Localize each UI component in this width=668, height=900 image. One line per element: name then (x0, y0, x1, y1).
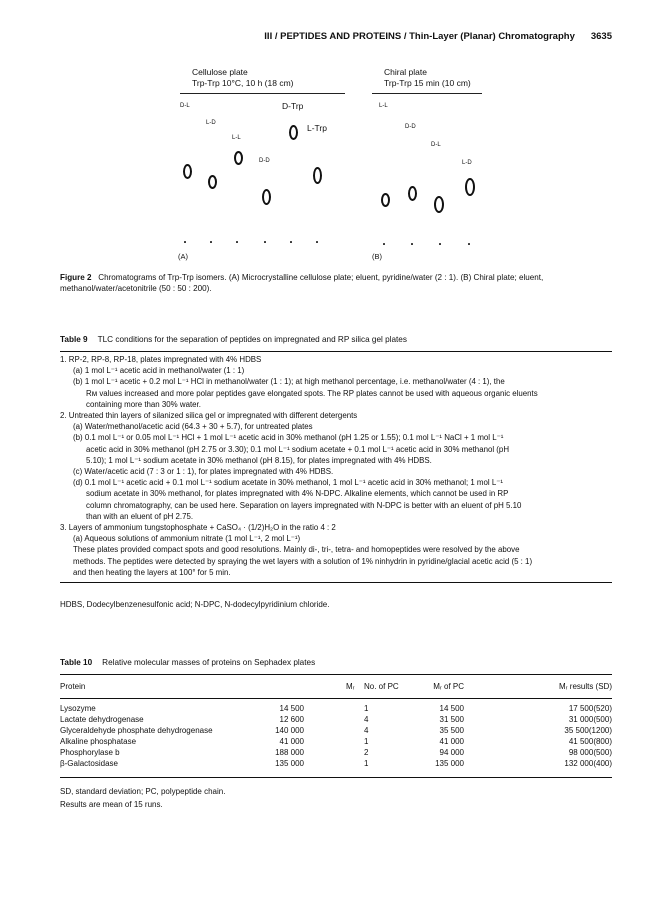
table-9-line: (b) 0.1 mol L⁻¹ or 0.05 mol L⁻¹ HCl + 1 mol L⁻¹ acetic acid in 30% methanol (pH 1.25 or 1.55); 0.1 mol L⁻¹ NaCl + 1 mol L⁻¹ (73, 433, 504, 443)
table-9-title (60, 335, 407, 344)
origin-dot (184, 241, 186, 243)
col-header-mr: Mᵣ (346, 682, 355, 691)
origin-dot (411, 243, 413, 245)
table-row (60, 759, 612, 770)
figure-caption (60, 272, 612, 295)
table-9-line: (c) Water/acetic acid (7 : 3 or 1 : 1), for plates impregnated with 4% HDBS. (73, 467, 334, 477)
cell-mr-of-pc: 14 500 (439, 704, 464, 713)
panel-b-label: (B) (372, 252, 382, 261)
cell-mr-results: 31 000(500) (568, 715, 612, 724)
spot-a2 (208, 175, 217, 189)
cell-protein: Glyceraldehyde phosphate dehydrogenase (60, 726, 213, 735)
figure-left-header-line: Trp-Trp 10°C, 10 h (18 cm) (192, 78, 294, 88)
table-9-line: (a) Aqueous solutions of ammonium nitrate (1 mol L⁻¹, 2 mol L⁻¹) (73, 534, 301, 544)
table-9-line: 3. Layers of ammonium tungstophosphate + CaSO₄ · (1/2)H₂O in the ratio 4 : 2 (60, 523, 336, 533)
spot-b4 (465, 178, 475, 196)
table-9-line: (d) 0.1 mol L⁻¹ acetic acid + 0.1 mol L⁻¹ sodium acetate in 30% methanol, 1 mol L⁻¹ acetic acid in 30% methanol; 1 mol L⁻¹ (73, 478, 504, 488)
table-9-label: Table 9 (60, 335, 88, 344)
table-10-top-rule (60, 674, 612, 675)
table-9-line: methods. The peptides were detected by spraying the wet layers with a solution of 1% ninhydrin in pyridine/glacial acetic acid (5 : 1) (73, 556, 533, 566)
origin-dot (210, 241, 212, 243)
table-9-line: (b) 1 mol L⁻¹ acetic + 0.2 mol L⁻¹ HCl in methanol/water (1 : 1); at high methanol percentage, i.e. methanol/water (4 : 1), the (73, 377, 505, 387)
cell-mr-results: 35 500(1200) (564, 726, 612, 735)
table-9-top-rule (60, 351, 612, 352)
table-10-title-text: Relative molecular masses of proteins on Sephadex plates (102, 658, 316, 667)
table-9-line: column chromatography, can be used here. Separation on layers impregnated with N-DPC is better with an eluent of pH 5.10 (86, 500, 522, 510)
figure-left-rule (180, 93, 345, 94)
cell-mr: 12 600 (279, 715, 304, 724)
table-row (60, 748, 612, 759)
table-9-line: 5.10); 1 mol L⁻¹ sodium acetate in 30% methanol (pH 8.15), for plates impregnated with 4% HDBS. (86, 455, 432, 465)
table-10-footnote: Results are mean of 15 runs. (60, 800, 163, 809)
table-row (60, 737, 612, 748)
table-9-line: 2. Untreated thin layers of silanized silica gel or impregnated with different detergents (60, 411, 358, 421)
cell-mr: 14 500 (279, 704, 304, 713)
figure-right-header (384, 67, 471, 89)
origin-dot (290, 241, 292, 243)
panel-a-label: (A) (178, 252, 188, 261)
label-l-trp: L-Trp (307, 123, 327, 133)
label-dd: D-D (259, 158, 270, 164)
cell-mr-results: 132 000(400) (564, 759, 612, 768)
table-9-line: 1. RP-2, RP-8, RP-18, plates impregnated with 4% HDBS (60, 355, 262, 364)
cell-mr-of-pc: 31 500 (439, 715, 464, 724)
cell-no-of-pc: 2 (364, 748, 369, 757)
table-9-line: These plates provided compact spots and good resolutions. Mainly di-, tri-, tetra- and homopeptides were resolved by the above (73, 545, 520, 555)
table-10-header-rule (60, 698, 612, 699)
spot-a4 (262, 189, 271, 205)
cell-mr: 41 000 (279, 737, 304, 746)
label-dd-b: D-D (405, 124, 416, 130)
table-9-footnote: HDBS, Dodecylbenzenesulfonic acid; N-DPC, N-dodecylpyridinium chloride. (60, 600, 330, 609)
cell-protein: Lactate dehydrogenase (60, 715, 144, 724)
table-9-line: sodium acetate in 30% methanol, for plates impregnated with 4% N-DPC. Alkaline elements, which cannot be used in RP (86, 489, 509, 499)
origin-dot (316, 241, 318, 243)
spot-a6 (313, 167, 322, 184)
table-9-title-text: TLC conditions for the separation of peptides on impregnated and RP silica gel plates (97, 335, 407, 344)
table-row (60, 726, 612, 737)
running-head-title: III / PEPTIDES AND PROTEINS / Thin-Layer (Planar) Chromatography (264, 31, 575, 42)
table-9-bottom-rule (60, 582, 612, 583)
page-number: 3635 (590, 31, 612, 42)
label-dl: D-L (180, 103, 190, 109)
spot-a5 (289, 125, 298, 140)
cell-mr-results: 98 000(500) (568, 748, 612, 757)
spot-b1 (381, 193, 390, 207)
table-9-line: containing more than 30% water. (86, 399, 201, 409)
table-row (60, 704, 612, 715)
spot-a1 (183, 164, 192, 179)
label-ld: L-D (206, 120, 216, 126)
col-header-protein: Protein (60, 682, 86, 691)
table-row (60, 715, 612, 726)
col-header-no-of-pc: No. of PC (364, 682, 399, 691)
figure-right-rule (372, 93, 482, 94)
table-9-line: and then heating the layers at 100° for 5 min. (73, 567, 231, 577)
table-10-title (60, 658, 315, 667)
label-ll: L-L (232, 135, 241, 141)
origin-dot (236, 241, 238, 243)
label-dl-b: D-L (431, 142, 441, 148)
figure-right-header-line: Trp-Trp 15 min (10 cm) (384, 78, 471, 88)
cell-mr: 188 000 (275, 748, 304, 757)
cell-no-of-pc: 4 (364, 715, 369, 724)
table-10-bottom-rule (60, 777, 612, 778)
col-header-mr-of-pc: Mᵣ of PC (433, 682, 464, 691)
cell-protein: β-Galactosidase (60, 759, 118, 768)
cell-protein: Phosphorylase b (60, 748, 120, 757)
figure-left-header-line: Cellulose plate (192, 67, 248, 77)
table-10-header-row (60, 682, 612, 693)
spot-b3 (434, 196, 444, 213)
cell-no-of-pc: 1 (364, 759, 369, 768)
table-9-line: Rᴍ values increased and more polar peptides gave elongated spots. The RP plates cannot be used with aqueous organic eluents (86, 388, 538, 398)
spot-b2 (408, 186, 417, 201)
cell-mr-results: 41 500(800) (568, 737, 612, 746)
cell-no-of-pc: 4 (364, 726, 369, 735)
origin-dot (468, 243, 470, 245)
cell-mr: 140 000 (275, 726, 304, 735)
cell-protein: Alkaline phosphatase (60, 737, 137, 746)
figure-caption-text: Chromatograms of Trp-Trp isomers. (A) Microcrystalline cellulose plate; eluent, pyridine/water (2 : 1). (B) Chiral plate; eluent, methanol/water/acetonitrile (50 : 50 : 200). (60, 273, 544, 294)
label-d-trp: D-Trp (282, 101, 304, 111)
origin-dot (439, 243, 441, 245)
figure-left-header (192, 67, 294, 89)
cell-mr-results: 17 500(520) (568, 704, 612, 713)
table-9-line: than with an eluent of pH 2.75. (86, 511, 194, 521)
cell-mr-of-pc: 35 500 (439, 726, 464, 735)
cell-no-of-pc: 1 (364, 737, 369, 746)
cell-mr: 135 000 (275, 759, 304, 768)
cell-mr-of-pc: 94 000 (439, 748, 464, 757)
label-ld-b: L-D (462, 160, 472, 166)
table-9-line: (a) 1 mol L⁻¹ acetic acid in methanol/water (1 : 1) (73, 366, 245, 376)
spot-a3 (234, 151, 243, 165)
cell-mr-of-pc: 41 000 (439, 737, 464, 746)
cell-no-of-pc: 1 (364, 704, 369, 713)
label-ll-b: L-L (379, 103, 388, 109)
table-10-footnote: SD, standard deviation; PC, polypeptide chain. (60, 787, 226, 796)
table-9-line: (a) Water/methanol/acetic acid (64.3 + 30 + 5.7), for untreated plates (73, 422, 313, 432)
table-10-label: Table 10 (60, 658, 93, 667)
origin-dot (383, 243, 385, 245)
figure-right-header-line: Chiral plate (384, 67, 427, 77)
table-9-line: acetic acid in 30% methanol (pH 2.75 or 3.30); 0.1 mol L⁻¹ sodium acetate + 0.1 mol L⁻¹ acetic acid in 30% methanol (pH (86, 444, 510, 454)
origin-dot (264, 241, 266, 243)
cell-mr-of-pc: 135 000 (435, 759, 464, 768)
table-9-body (60, 354, 612, 578)
figure-caption-label: Figure 2 (60, 273, 92, 282)
col-header-mr-results: Mᵣ results (SD) (558, 682, 612, 691)
cell-protein: Lysozyme (60, 704, 96, 713)
running-head (60, 31, 612, 42)
